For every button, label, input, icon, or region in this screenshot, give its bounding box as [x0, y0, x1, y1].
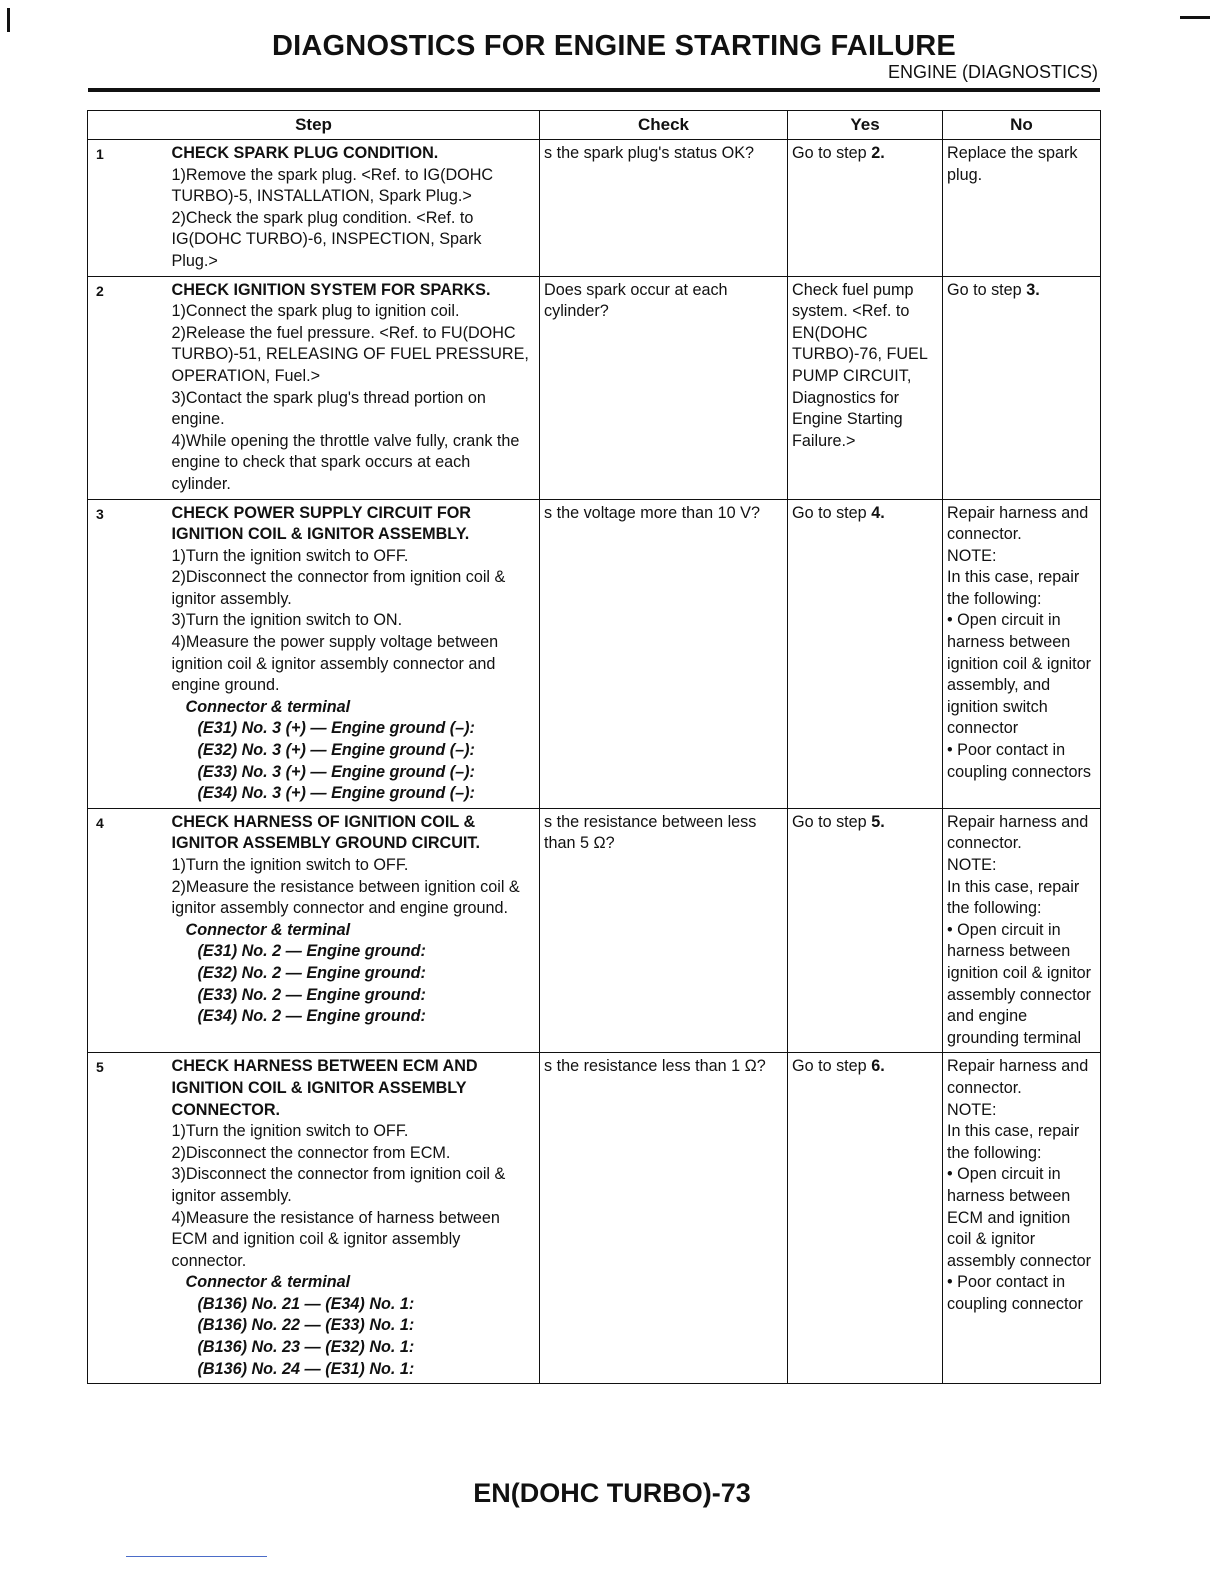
page-title: DIAGNOSTICS FOR ENGINE STARTING FAILURE — [272, 30, 956, 62]
step-instruction: 4)Measure the power supply voltage between ignition coil & ignitor assembly connector and engine ground. — [171, 633, 499, 695]
step-instruction: 2)Disconnect the connector from ECM. — [171, 1143, 451, 1162]
section-label: ENGINE (DIAGNOSTICS) — [887, 62, 1098, 82]
step-instruction: 1)Turn the ignition switch to OFF. — [171, 1122, 409, 1141]
yes-prefix: Go to step — [792, 812, 872, 831]
step-title: CHECK POWER SUPPLY CIRCUIT FOR IGNITION COIL & IGNITOR ASSEMBLY. — [171, 503, 471, 544]
terminal-spec: (B136) No. 24 — (E31) No. 1: — [197, 1359, 415, 1378]
step-instruction: 2)Measure the resistance between ignition coil & ignitor assembly connector and engine ground. — [171, 877, 520, 918]
step-instruction: 2)Release the fuel pressure. <Ref. to FU(DOHC TURBO)-51, RELEASING OF FUEL PRESSURE, OPERATION, Fuel.> — [171, 323, 529, 385]
terminal-spec: (E31) No. 3 (+) — Engine ground (–): — [197, 719, 475, 738]
terminal-spec: (E32) No. 2 — Engine ground: — [197, 963, 426, 982]
check-cell: s the voltage more than 10 V? — [540, 499, 788, 808]
step-title: CHECK HARNESS OF IGNITION COIL & IGNITOR ASSEMBLY GROUND CIRCUIT. — [171, 812, 480, 853]
no-prefix: Go to step — [947, 280, 1027, 299]
step-cell — [88, 1053, 540, 1384]
column-header-check: Check — [540, 111, 788, 140]
margin-mark — [7, 8, 10, 32]
step-number: 1 — [96, 146, 104, 162]
note-text: In this case, repair the following: — [947, 1122, 1080, 1162]
check-cell: s the spark plug's status OK? — [540, 140, 788, 277]
header-rule — [88, 88, 1100, 92]
no-step-ref: 3. — [1026, 280, 1040, 299]
note-bullet: • Open circuit in harness between ignition coil & ignitor assembly, and ignition switch connector — [947, 611, 1091, 738]
corner-dash-mark — [1180, 16, 1210, 19]
bottom-underline — [126, 1556, 267, 1557]
step-cell — [88, 808, 540, 1053]
check-cell: s the resistance less than 1 Ω? — [540, 1053, 788, 1384]
no-cell — [943, 276, 1101, 499]
check-cell: Does spark occur at each cylinder? — [540, 276, 788, 499]
note-label: NOTE: — [947, 856, 997, 874]
connector-label: Connector & terminal — [185, 1273, 351, 1292]
yes-prefix: Go to step — [792, 503, 872, 522]
step-number: 2 — [96, 282, 104, 299]
step-cell — [88, 276, 540, 499]
step-cell — [88, 499, 540, 808]
table-row — [88, 1053, 1101, 1384]
yes-cell — [788, 1053, 943, 1384]
note-bullet: • Poor contact in coupling connectors — [947, 741, 1091, 781]
note-label: NOTE: — [947, 1100, 997, 1119]
terminal-spec: (B136) No. 21 — (E34) No. 1: — [197, 1294, 415, 1313]
note-bullet: • Poor contact in coupling connector — [947, 1273, 1083, 1313]
step-instruction: 3)Contact the spark plug's thread portion on engine. — [171, 388, 486, 429]
column-header-yes: Yes — [788, 111, 943, 140]
no-action: Repair harness and connector. — [947, 503, 1089, 544]
step-instruction: 3)Disconnect the connector from ignition coil & ignitor assembly. — [171, 1165, 506, 1205]
connector-label: Connector & terminal — [185, 697, 351, 716]
note-bullet: • Open circuit in harness between ECM and ignition coil & ignitor assembly connector — [947, 1165, 1091, 1270]
yes-step-ref: 5. — [871, 812, 885, 831]
no-cell — [943, 499, 1101, 808]
step-cell — [88, 140, 540, 277]
no-action: Repair harness and connector. — [947, 1057, 1089, 1097]
step-instruction: 1)Connect the spark plug to ignition coil. — [171, 302, 460, 321]
step-title: CHECK IGNITION SYSTEM FOR SPARKS. — [171, 280, 491, 299]
terminal-spec: (E34) No. 2 — Engine ground: — [197, 1007, 426, 1026]
yes-cell — [788, 499, 943, 808]
step-instruction: 3)Turn the ignition switch to ON. — [171, 611, 403, 630]
step-instruction: 4)While opening the throttle valve fully, crank the engine to check that spark occurs at each cylinder. — [171, 431, 520, 493]
step-instruction: 1)Turn the ignition switch to OFF. — [171, 546, 409, 565]
no-cell: Replace the spark plug. — [943, 140, 1101, 277]
table-header-row — [88, 111, 1101, 140]
page-footer-number: EN(DOHC TURBO)-73 — [473, 1478, 751, 1508]
step-number: 4 — [96, 814, 104, 831]
note-bullet: • Open circuit in harness between ignition coil & ignitor assembly connector and engine grounding terminal — [947, 920, 1091, 1047]
step-number: 3 — [96, 505, 104, 522]
yes-cell — [788, 808, 943, 1053]
terminal-spec: (E34) No. 3 (+) — Engine ground (–): — [197, 784, 475, 803]
step-instruction: 2)Check the spark plug condition. <Ref. to IG(DOHC TURBO)-6, INSPECTION, Spark Plug.> — [171, 208, 482, 270]
yes-step-ref: 6. — [871, 1057, 885, 1076]
check-cell: s the resistance between less than 5 Ω? — [540, 808, 788, 1053]
step-title: CHECK SPARK PLUG CONDITION. — [171, 144, 439, 162]
note-text: In this case, repair the following: — [947, 568, 1080, 608]
terminal-spec: (E32) No. 3 (+) — Engine ground (–): — [197, 741, 475, 760]
yes-prefix: Go to step — [792, 144, 872, 162]
yes-step-ref: 2. — [871, 144, 885, 162]
yes-cell — [788, 140, 943, 277]
diagnostic-table — [87, 110, 1101, 1384]
step-instruction: 1)Remove the spark plug. <Ref. to IG(DOHC TURBO)-5, INSTALLATION, Spark Plug.> — [171, 165, 494, 206]
column-header-step: Step — [88, 111, 540, 140]
no-cell — [943, 1053, 1101, 1384]
terminal-spec: (B136) No. 22 — (E33) No. 1: — [197, 1316, 415, 1335]
terminal-spec: (E33) No. 2 — Engine ground: — [197, 985, 426, 1004]
terminal-spec: (B136) No. 23 — (E32) No. 1: — [197, 1338, 415, 1357]
step-title: CHECK HARNESS BETWEEN ECM AND IGNITION COIL & IGNITOR ASSEMBLY CONNECTOR. — [171, 1057, 478, 1119]
yes-prefix: Go to step — [792, 1057, 872, 1076]
no-action: Repair harness and connector. — [947, 812, 1089, 853]
connector-label: Connector & terminal — [185, 920, 351, 939]
step-number: 5 — [96, 1059, 104, 1076]
note-text: In this case, repair the following: — [947, 877, 1080, 918]
table-row — [88, 140, 1101, 277]
step-instruction: 1)Turn the ignition switch to OFF. — [171, 856, 409, 874]
yes-step-ref: 4. — [871, 503, 885, 522]
step-instruction: 2)Disconnect the connector from ignition coil & ignitor assembly. — [171, 568, 506, 608]
table-row — [88, 808, 1101, 1053]
column-header-no: No — [943, 111, 1101, 140]
yes-cell: Check fuel pump system. <Ref. to EN(DOHC TURBO)-76, FUEL PUMP CIRCUIT, Diagnostics for Engine Starting Failure.> — [788, 276, 943, 499]
table-row — [88, 499, 1101, 808]
note-label: NOTE: — [947, 546, 997, 565]
step-instruction: 4)Measure the resistance of harness between ECM and ignition coil & ignitor assembly connector. — [171, 1208, 500, 1270]
no-cell — [943, 808, 1101, 1053]
terminal-spec: (E31) No. 2 — Engine ground: — [197, 942, 426, 961]
table-row — [88, 276, 1101, 499]
terminal-spec: (E33) No. 3 (+) — Engine ground (–): — [197, 762, 475, 781]
